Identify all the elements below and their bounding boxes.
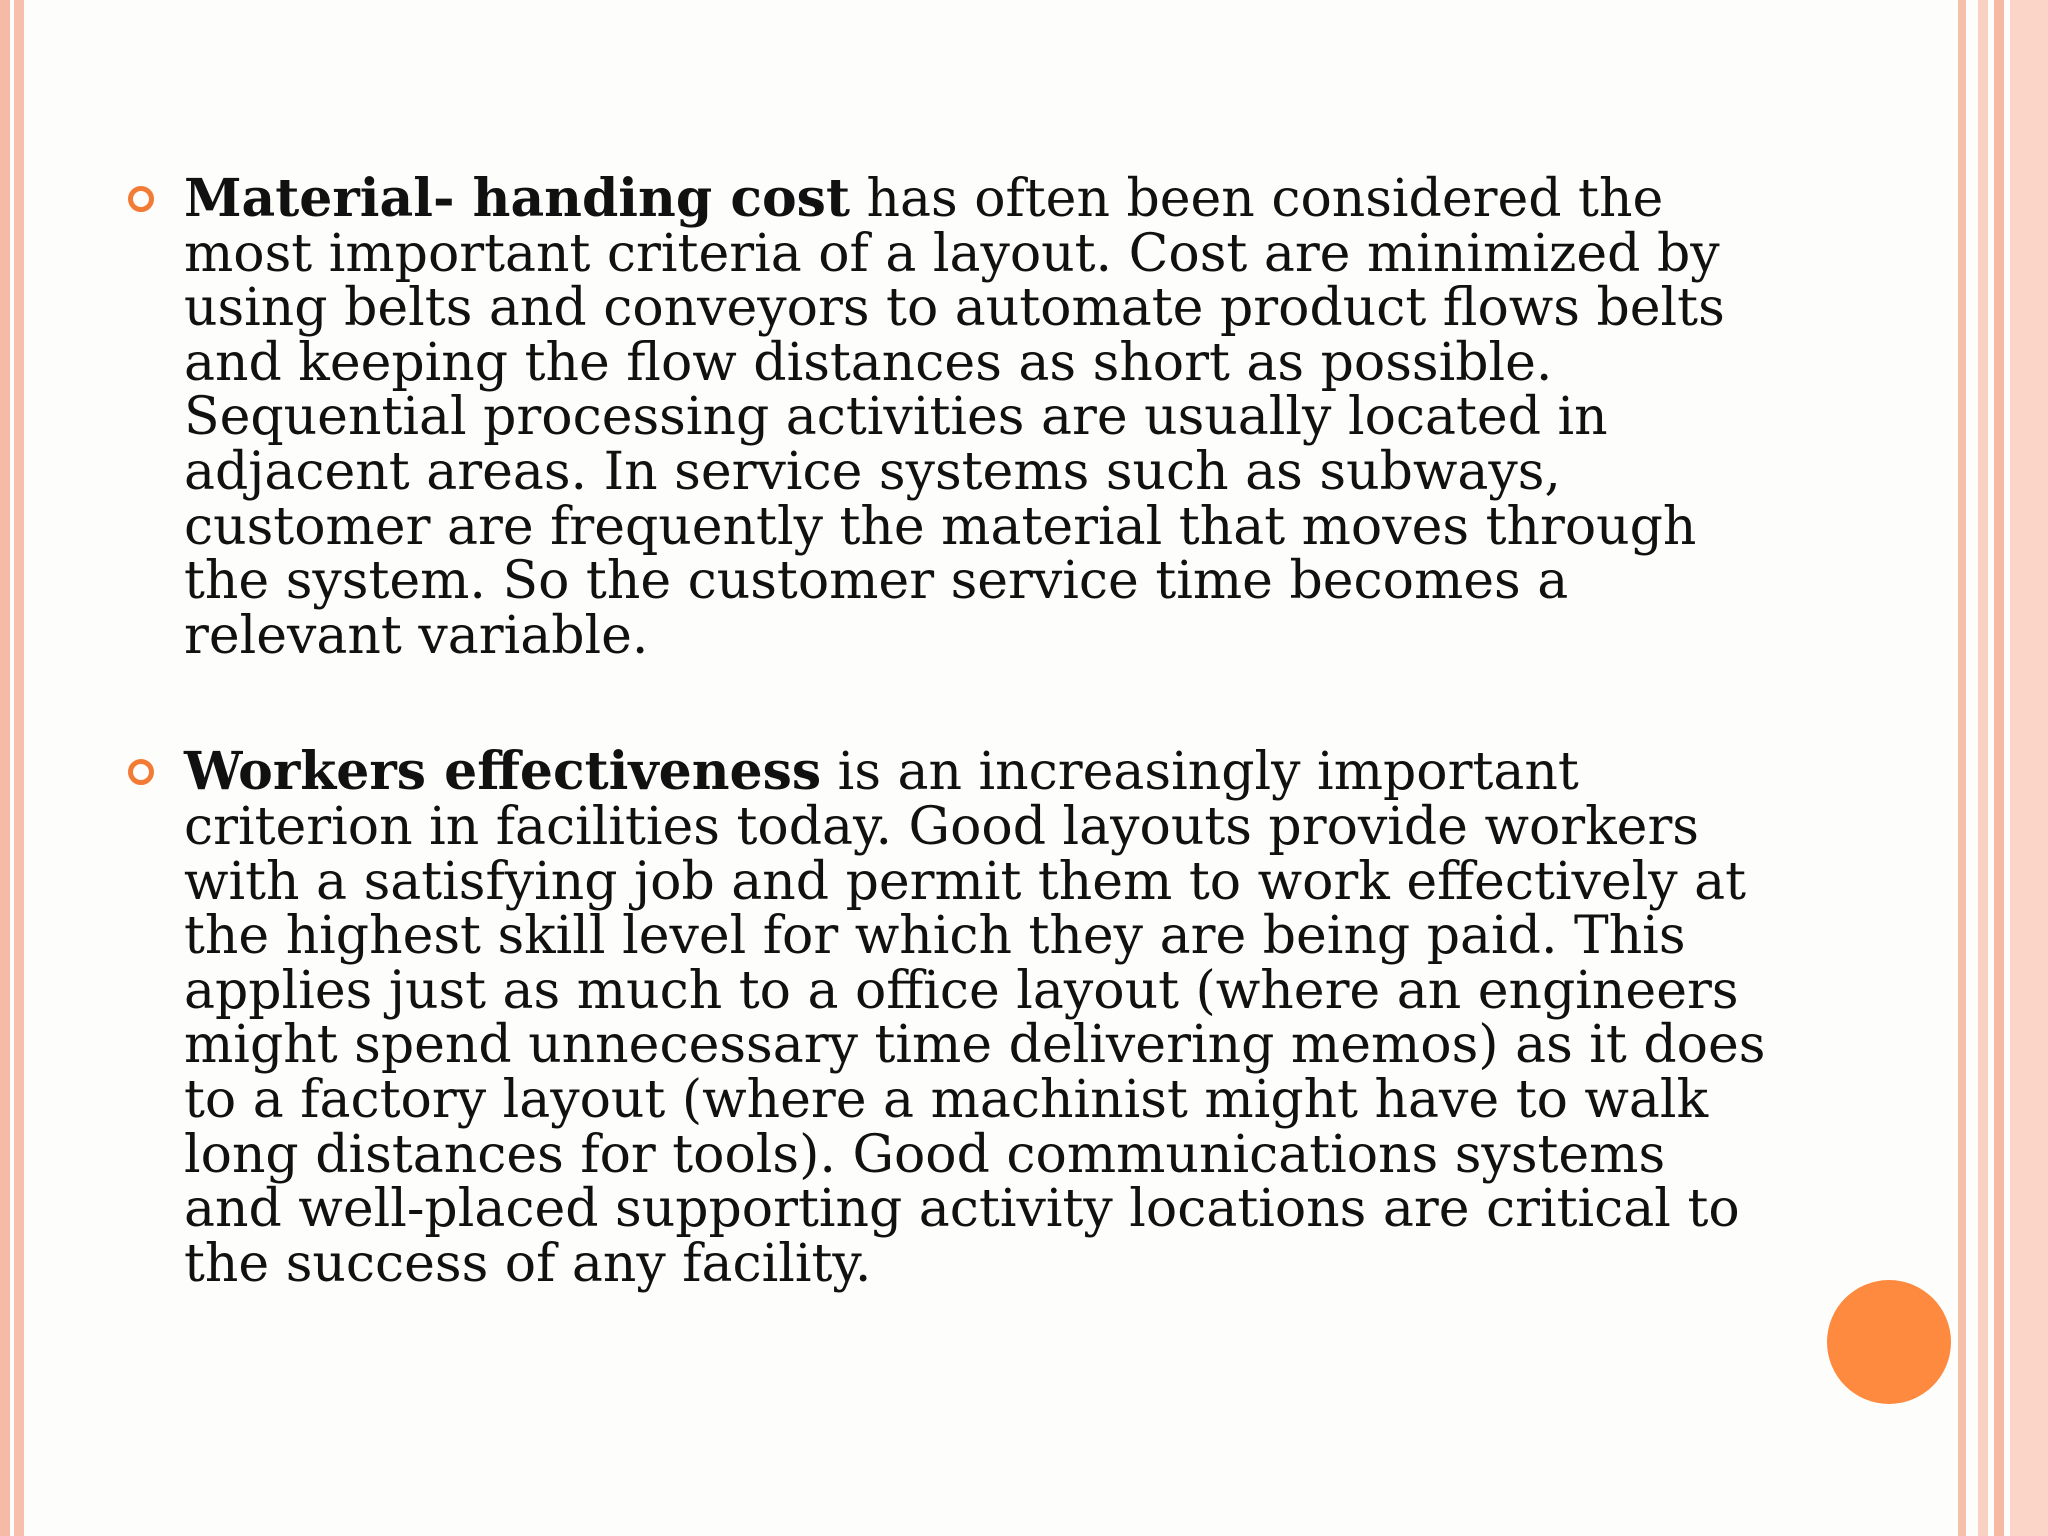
bullet-text: has often been considered the most important criteria of a layout. Cost are minimized by using belts and conveyors to automate product flows belts and keeping the flow distances as short as possible. Sequential processing activities are usually located in adjacent areas. In service systems such as subways, customer are frequently the material that moves through the system. So the customer service time becomes a relevant variable. <box>184 169 1725 666</box>
bullet-circle-icon <box>128 186 154 212</box>
bullet-text: is an increasingly important criterion in facilities today. Good layouts provide workers with a satisfying job and permit them to work effectively at the highest skill level for which they are being paid. This applies just as much to a office layout (where an engineers might spend unnecessary time delivering memos) as it does to a factory layout (where a machinist might have to walk long distances for tools). Good communications systems and well-placed supporting activity locations are critical to the success of any facility. <box>184 742 1766 1294</box>
right-border-stripe <box>1978 0 1988 1536</box>
left-border-stripe-inner <box>14 0 24 1536</box>
slide-body <box>128 168 1788 1294</box>
bullet-workers-effectiveness <box>128 741 1788 1294</box>
left-border-stripe <box>0 0 10 1536</box>
right-border-stripe <box>2010 0 2048 1536</box>
bullet-circle-icon <box>128 759 154 785</box>
decorative-circle <box>1827 1280 1951 1404</box>
bullet-lead: Workers effectiveness <box>184 741 822 803</box>
right-border-stripe <box>1958 0 1966 1536</box>
right-border-stripe <box>1994 0 2004 1536</box>
bullet-lead: Material- handing cost <box>184 168 850 229</box>
bullet-material-handling-cost <box>128 168 1788 666</box>
